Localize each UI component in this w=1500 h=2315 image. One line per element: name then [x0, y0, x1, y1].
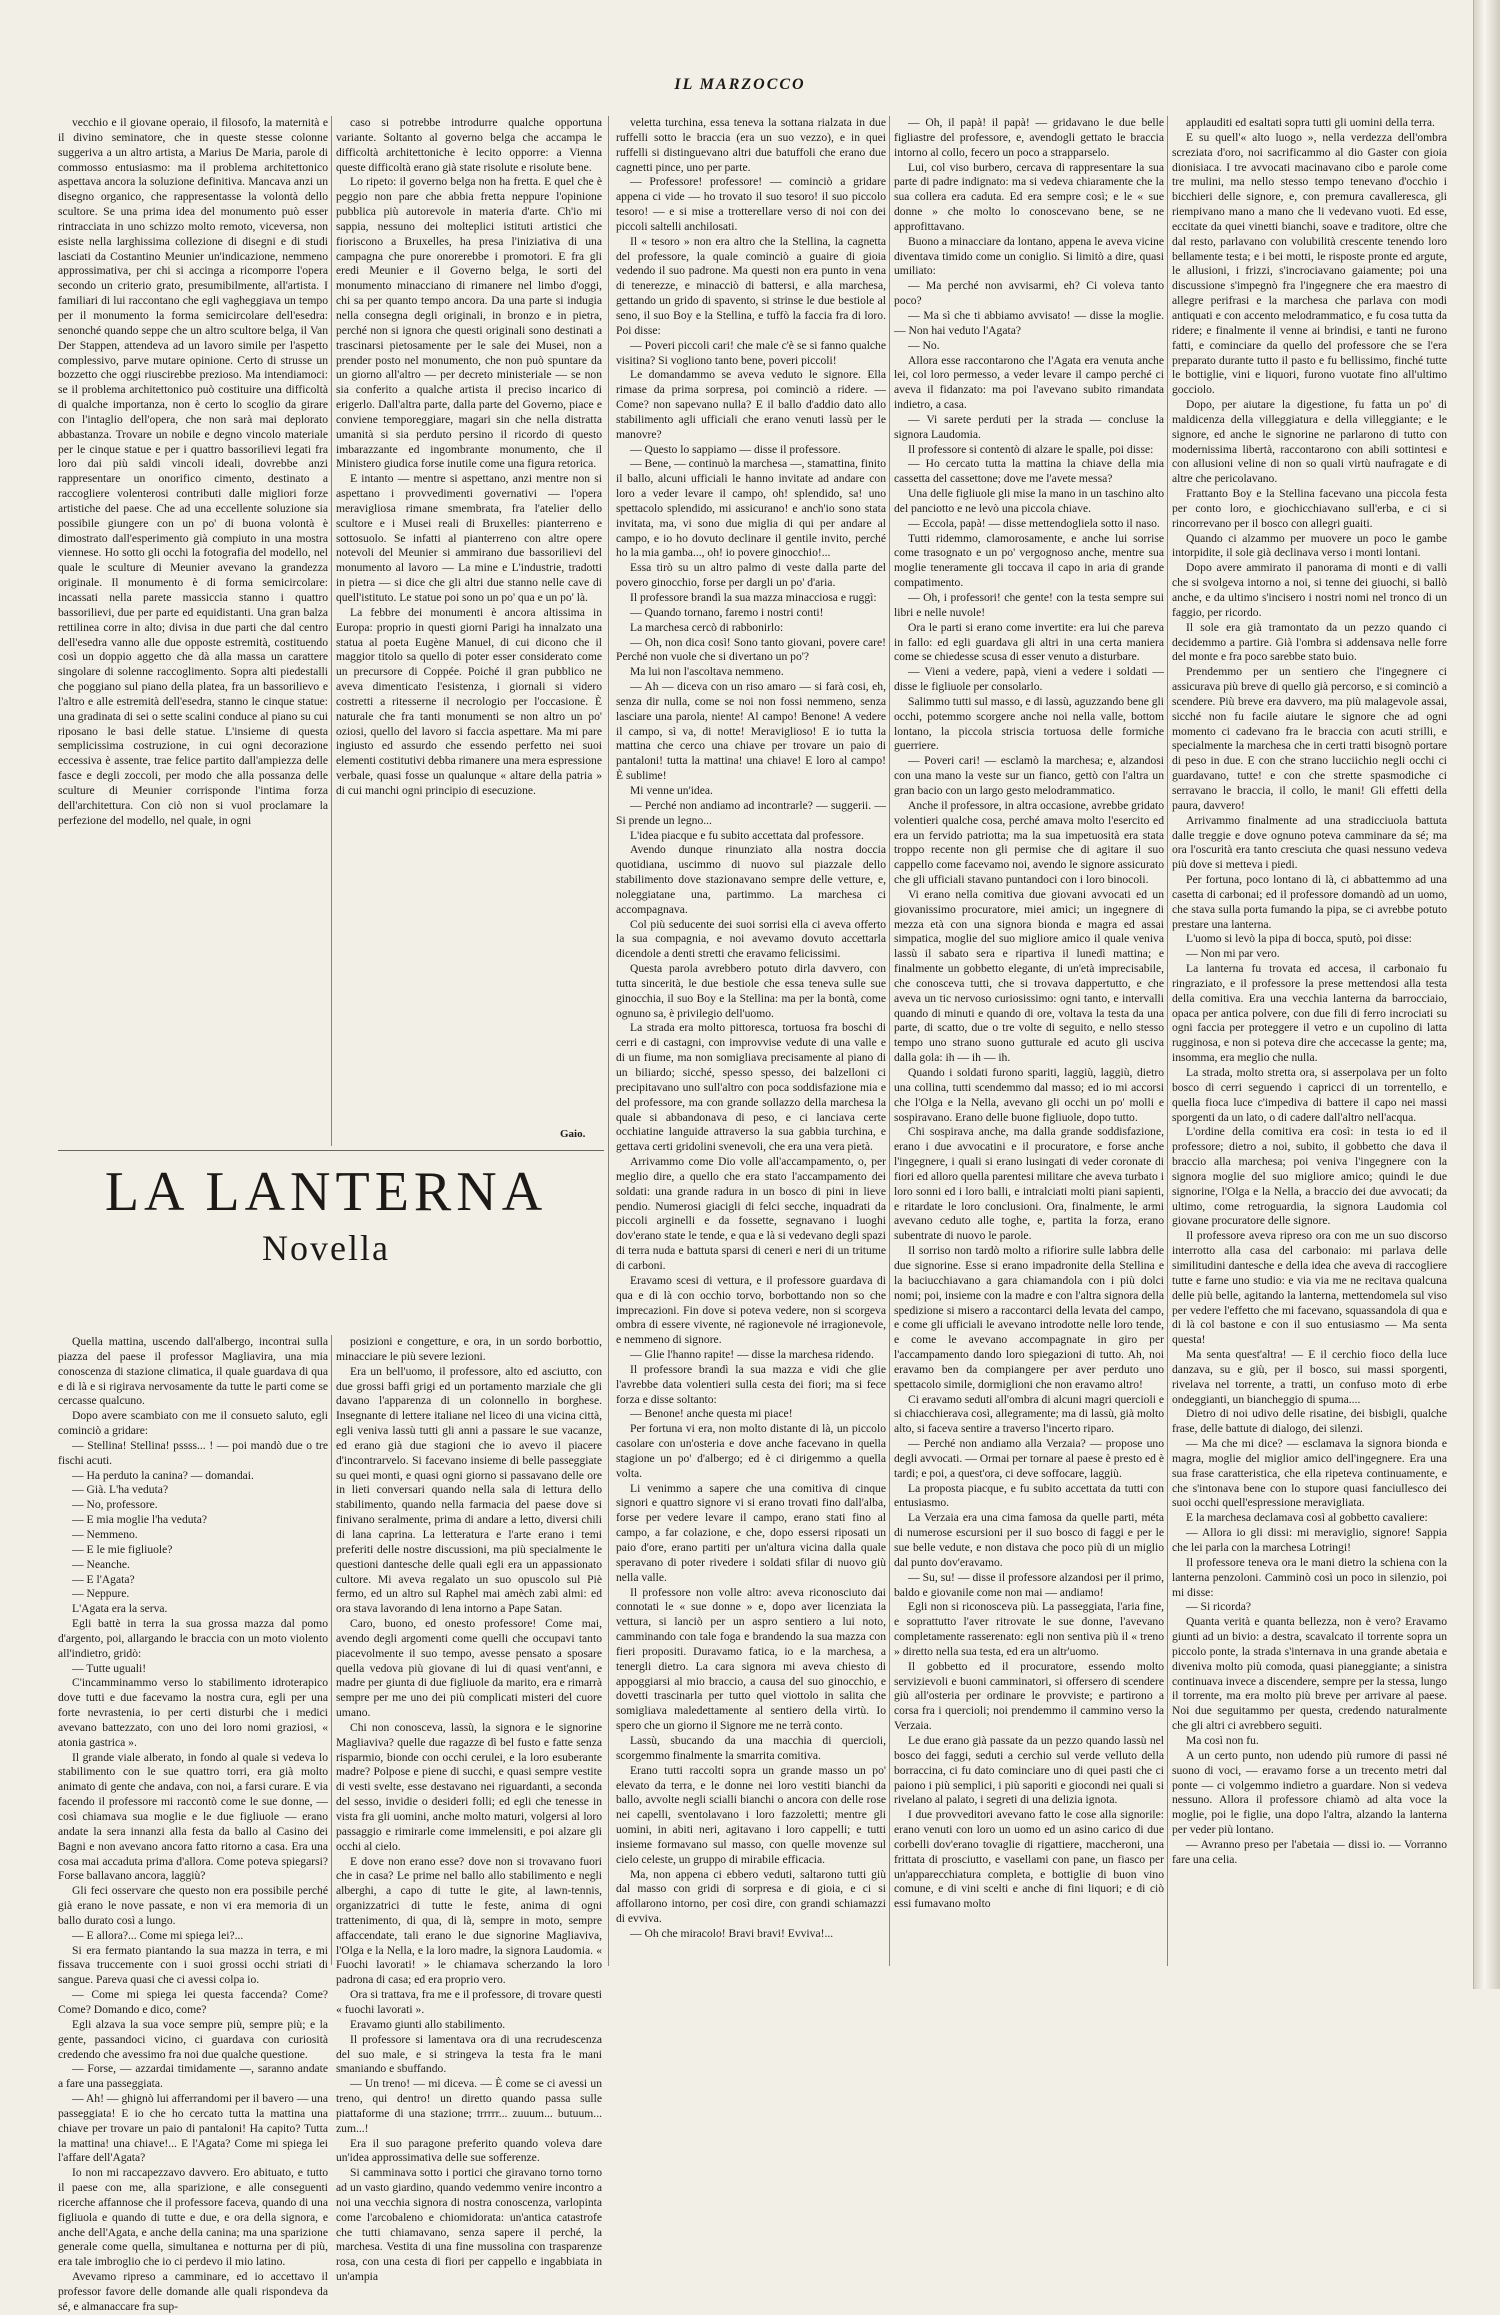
- paragraph: Il professore aveva ripreso ora con me un suo discorso interrotto alla casa del carbonaio: mi parlava delle similitudini dantesche e della idea che aveva di raccogliere tutte e farne uno studio: e via via me ne recitava qualcuna delle più belle, agitando la lanterna, mettendomela sul viso per vedere l'effetto che mi facevano, squassandola di qua e di là col bastone e con il suo entusiasmo — Ma senta questa!: [1172, 1229, 1447, 1347]
- paragraph: Il sole era già tramontato da un pezzo quando ci decidemmo a partire. Già l'ombra si addensava nelle forre del monte e fra poco sarebbe stato buio.: [1172, 620, 1447, 664]
- paragraph: — Oh, i professori! che gente! con la testa sempre sui libri e nelle nuvole!: [894, 591, 1164, 619]
- paragraph: Egli alzava la sua voce sempre più, sempre più; e la gente, passandoci vicino, ci guardava con curiosità credendo che avessimo fra noi due qualche questione.: [58, 2017, 328, 2061]
- article-column-2: [336, 116, 602, 1121]
- novella-column-5: [1172, 116, 1447, 1966]
- paragraph: Era il suo paragone preferito quando voleva dare un'idea approssimativa delle sue sofferenze.: [336, 2136, 602, 2165]
- paragraph: Il professore brandì la sua mazza e vidi che glie l'avrebbe data volentieri sulla cesta dei fiori; ma si fece forza e disse soltanto:: [616, 1362, 886, 1406]
- paragraph: Il sorriso non tardò molto a rifiorire sulle labbra delle due signorine. Esse si erano impadronite della Stellina e la baciucchiavano a gara chiamandola con i più dolci nomi; poi, insieme con la madre e con l'altra signora della spedizione si misero a raccontarci della levata del campo, e come gli ufficiali le avevano introdotte nelle loro tende, e come le avevano accompagnate in giro per l'accampamento dando loro spiegazioni di tutto. Ah, noi eravamo ben da compiangere per aver perduto uno spettacolo simile, dormiglioni che non eravamo altro!: [894, 1244, 1164, 1391]
- paragraph: — Vi sarete perduti per la strada — concluse la signora Laudomia.: [894, 412, 1164, 441]
- paragraph: Il professore non volle altro: aveva riconosciuto dai connotati le « sue donne » e, dopo aver licenziata la vettura, si lanciò per un aspro sentiero a lui noto, camminando con tale foga e brandendo la sua mazza con fieri propositi. Duravamo fatica, io e la marchesa, a tenergli dietro. La cara signora mi aveva chiesto di appoggiarsi al mio braccio, a causa del suo ginocchio, e dovetti trascinarla per tutto quel viottolo in salita che somigliava maledettamente al sentiero della virtù. Io spero che un giorno il Signore me ne terrà conto.: [616, 1585, 886, 1733]
- paragraph: E la marchesa declamava così al gobbetto cavaliere:: [1186, 1511, 1428, 1525]
- paragraph: Mi venne un'idea.: [630, 783, 713, 797]
- paragraph: Il professore brandì la sua mazza minacciosa e ruggì:: [630, 591, 877, 604]
- paragraph: Egli battè in terra la sua grossa mazza dal pomo d'argento, poi, allargando le braccia con un moto violento all'indietro, gridò:: [58, 1617, 328, 1660]
- paragraph: Io non mi raccapezzavo davvero. Ero abituato, e tutto il paese con me, alla sparizione, e alle conseguenti ricerche affannose che il professore faceva, quando di una figliuola e quando di tutte e due, e ora della signora, e anche dell'Agata, e anche della canina; ma una sparizione generale come quella, simultanea e notturna per di più, era tale imbroglio che io ci perdevo il mio latino.: [58, 2166, 328, 2269]
- paragraph: La marchesa cercò di rabbonirlo:: [630, 620, 784, 634]
- paragraph: — Su, su! — disse il professore alzandosi per il primo, baldo e giovanile come non mai — andiamo!: [894, 1570, 1164, 1599]
- paragraph: — Già. L'ha veduta?: [72, 1483, 169, 1497]
- paragraph: Quando i soldati furono spariti, laggiù, laggiù, dietro una collina, tutti scendemmo dal masso; ed io mi accorsi che l'Olga e la Nella, avevano gli occhi un po' molli e sospiravano. Erano delle buone figliuole, dopo tutto.: [894, 1066, 1164, 1124]
- paragraph: Erano tutti raccolti sopra un grande masso un po' elevato da terra, e le donne nei loro vestiti bianchi da ballo, avvolte negli scialli bianchi o ancora con delle rose nei capelli, sventolavano i loro fazzoletti; mentre gli uomini, in abiti neri, agitavano i loro cappelli; e tutti insieme formavano sul masso, con quelle movenze sul cielo celeste, un gruppo di mirabile efficacia.: [616, 1763, 886, 1866]
- paragraph: Il professore teneva ora le mani dietro la schiena con la lanterna penzoloni. Camminò così un poco in silenzio, poi mi disse:: [1172, 1555, 1447, 1599]
- paragraph: Si camminava sotto i portici che giravano torno torno ad un vasto giardino, quando vedemmo venire incontro a noi una vecchia signora di nostra conoscenza, varlopinta come l'arcobaleno e chiomidorata: un'antica catastrofe che tutti chiamavano, senza sapere il perché, la marchesa. Vestita di una fine mussolina con trasparenze rosa, con una cesta di fiori per cappello e ingabbiata in un'ampia: [336, 2166, 602, 2284]
- paragraph: Ma senta quest'altra! — E il cerchio fioco della luce danzava, su e giù, per il bosco, sui massi sporgenti, rivelava nel torrente, a tratti, un confuso moto di erbe ondeggianti, un biancheggio di spuma....: [1172, 1348, 1447, 1406]
- paragraph: — Questo lo sappiamo — disse il professore.: [630, 442, 841, 456]
- paragraph: Egli non si riconosceva più. La passeggiata, l'aria fine, e soprattutto l'aver ritrovate le sue donne, l'avevano completamente rasserenato: egli non sentiva più il « treno » diretto nella sua testa, ed era un altr'uomo.: [894, 1600, 1164, 1658]
- paragraph: — Poveri piccoli cari! che male c'è se si fanno qualche visitina? Si vogliono tanto bene, poveri piccoli!: [616, 338, 886, 367]
- paragraph: Eravamo scesi di vettura, e il professore guardava di qua e di là con occhio torvo, borbottando non so che imprecazioni. Fin dove si poteva vedere, non si scorgeva ombra di essere vivente, né ragionevole né irragionevole, e nemmeno di signore.: [616, 1273, 886, 1347]
- novella-title: LA LANTERNA: [104, 1161, 548, 1223]
- paragraph: Gli feci osservare che questo non era possibile perché già erano le nove passate, e non vi era memoria di un ballo durato così a lungo.: [58, 1884, 328, 1927]
- paragraph: C'incamminammo verso lo stabilimento idroterapico dove tutti e due facevamo la nostra cura, egli per una forte nevrastenia, io per certi disturbi che i medici avevano battezzato, con uno dei loro nomi graziosi, « atonia gastrica ».: [58, 1676, 328, 1749]
- paragraph: Quando ci alzammo per muovere un poco le gambe intorpidite, il sole già declinava verso i monti lontani.: [1172, 531, 1447, 560]
- paragraph: — Tutte uguali!: [72, 1661, 147, 1675]
- paragraph: — Stellina! Stellina! pssss... ! — poi mandò due o tre fischi acuti.: [58, 1438, 328, 1467]
- novella-column-1: [58, 1335, 328, 2313]
- paragraph: Era un bell'uomo, il professore, alto ed asciutto, con due grossi baffi grigi ed un portamento marziale che gli davano l'apparenza di un colonnello in borghese. Insegnante di lettere italiane nel liceo di una vicina città, egli veniva lassù tutti gli anni a passare le sue vacanze, ed erano già due stagioni che io avevo il piacere d'incontrarvelo. Si facevano insieme di belle passeggiate su quei monti, e quasi ogni giorno si passavano delle ore in lieti conversari quando nella sala di lettura dello stabilimento, quando nella farmacia del paese dove si finivano seralmente, prima di andare a letto, diversi chili di lana caprina. La letteratura e l'arte erano i temi preferiti delle nostre discussioni, ma più specialmente le questioni dantesche delle quali egli era un appassionato cultore. Mi aveva regalato un suo opuscolo sul Piè fermo, ed un altro sul Raphel mai amèch zabì almi: ed ora stava lavorando di lena intorno a Pape Satan.: [336, 1364, 602, 1616]
- paragraph: — Ma che mi dice? — esclamava la signora bionda e magra, moglie del miglior amico dell'ingegnere. Era una sua frase caratteristica, che ella ripeteva continuamente, e che s'intonava bene con lo stupore quasi fanciullesco dei suoi occhi quell'espressione meravigliata.: [1172, 1437, 1447, 1510]
- paragraph: E intanto — mentre si aspettano, anzi mentre non si aspettano i provvedimenti governativi — l'opera meravigliosa rimane smembrata, fra l'atelier dello scultore e i Musei reali di Bruxelles: pianterreno e sottosuolo. Se infatti al pianterreno con altre opere notevoli del Meunier si ammirano due bassorilievi del monumento al lavoro — La mine e L'industrie, tradotti in pietra — si dice che gli altri due stanno nelle cave di quell'istituto. Le statue poi sono un po' qua e un po' là.: [336, 472, 602, 604]
- paragraph: — Ha perduto la canina? — domandai.: [72, 1468, 254, 1482]
- paragraph: Lui, col viso burbero, cercava di rappresentare la sua parte di padre indignato: ma si vedeva chiaramente che la sua collera era caduta. Ed era sempre così; e le « sue donne » che molto lo conoscevano bene, se ne approfittavano.: [894, 160, 1164, 233]
- paragraph: — Nemmeno.: [72, 1527, 138, 1541]
- paragraph: Anche il professore, in altra occasione, avrebbe gridato volentieri qualche cosa, perché amava molto l'esercito ed era un fervido patriotta; ma la sua impetuosità era stata troppo recente non gli permise che di agitare il suo cappello come facevamo noi, avendo le signore assicurato che gli ufficiali stavano puntandoci con i loro binocoli.: [894, 798, 1164, 887]
- paragraph: — Vieni a vedere, papà, vieni a vedere i soldati — disse le figliuole per consolarlo.: [894, 665, 1164, 694]
- paragraph: vecchio e il giovane operaio, il filosofo, la maternità e il divino seminatore, che in queste stesse colonne suggeriva a un altro artista, a Marius De Maria, parole di commosso entusiasmo: ma il problema architettonico aspettava ancora la soluzione definitiva. Mancava anzi un disegno organico, che rappresentasse la volontà dello scultore. Se una prima idea del monumento può esser rintracciata in uno schizzo molto remoto, viceversa, non esiste nella larghissima collezione di disegni e di studi lasciati da Costantino Meunier un'indicazione, nemmeno approssimativa, per chi si accinga a ricomporre l'opera secondo un criterio grato, presumibilmente, all'artista. I familiari di lui raccontano che egli vagheggiava un tempo per il monumento la forma semicircolare dell'esedra: senonché quando seppe che un altro scultore belga, il Van Der Stappen, attendeva ad un lavoro simile per l'aspetto complessivo, parve mutare opinione. Certo di strusse un bozzetto che oggi riuscirebbe prezioso. Ma intendiamoci: se il problema architettonico può costituire una difficoltà di qualche importanza, non è certo lo scoglio da girare con l'intaglio dell'opera, che non sarà mai deplorato abbastanza. Trovare un nobile e degno vincolo materiale per le cinque statue e per i quattro bassorilievi legati fra loro dai più saldi vincoli ideali, dovrebbe anzi rappresentare un onorifico cimento, destinato a raccogliere volenterosi contributi dalle migliori forze artistiche del paese. Che ad una eccellente soluzione sia possibile giungere con un po' di buona volontà è dimostrato dall'esperimento già compiuto in una mostra viennese. Ho sotto gli occhi la fotografia del modello, nel quale le sculture di Meunier avevano la grandezza originale. Il monumento è di forma semicircolare: incassati nella parete massiccia stanno i quattro bassorilievi, due per parte ed equidistanti. Una gran balza rettilinea corre in alto; divisa in due parti che dal centro dell'esedra vanno alle due opposte estremità, costituendo così un doppio aggetto che dà alla massa un carattere singolare di solenne raccoglimento. Sopra alti piedestalli che poggiano sul piano della platea, fra un bassorilievo e l'altro e alle estremità dell'esedra, stanno le cinque statue: una gradinata di sei o sette scalini conduce al piano su cui riposano le basi delle statue. L'insieme di questa semplicissima costruzione, in cui ogni decorazione eccessiva è assente, trae felice partito dall'ampiezza delle fasce e degli zoccoli, per modo che alla possanza delle sculture di Meunier corrisponde l'intima forza dell'architettura. Con ciò non si vuol proclamare la perfezione del modello, nel quale, in ogni: [58, 116, 328, 827]
- paragraph: — Non mi par vero.: [1186, 947, 1280, 961]
- column-divider: [889, 116, 890, 1966]
- paragraph: — E mia moglie l'ha veduta?: [72, 1513, 208, 1527]
- paragraph: Ci eravamo seduti all'ombra di alcuni magri quercioli e si chiacchierava così, allegramente; ma di lassù, già molto alto, si faceva sentire a traverso l'incerto riparo.: [894, 1392, 1164, 1436]
- paragraph: — Neppure.: [72, 1587, 130, 1601]
- paragraph: — Ma perché non avvisarmi, eh? Ci voleva tanto poco?: [894, 279, 1164, 308]
- paragraph: Arrivammo finalmente ad una stradicciuola battuta dalle treggie e dove ognuno poteva camminare da sé; ma ora l'oscurità era tanto cresciuta che quasi nessuno vedeva più dove si metteva i piedi.: [1172, 813, 1447, 872]
- paragraph: — Un treno! — mi diceva. — È come se ci avessi un treno, qui dentro! un diretto quando passa sulle piattaforme di una stazione; trrrrr... zuuum... butuum... zum...!: [336, 2077, 602, 2135]
- column-divider: [608, 116, 609, 1966]
- paragraph: — E l'Agata?: [72, 1572, 135, 1586]
- paragraph: L'ordine della comitiva era così: in testa io ed il professore; dietro a noi, subito, il gobbetto che dava il braccio alla marchesa; poi veniva l'ingegnere con la signora moglie del suo migliore amico; quindi le due signorine, l'Olga e la Nella, a braccio dei due avvocati; da ultimo, come retroguardia, la signora Laudomia col giovane procuratore delle signore.: [1172, 1125, 1447, 1228]
- novella-column-4: [894, 116, 1164, 1966]
- paragraph: E dove non erano esse? dove non si trovavano fuori che in casa? Le prime nel ballo allo stabilimento e negli alberghi, a capo di tutte le gite, al lawn-tennis, organizzatrici di tutte le feste, anima di ogni trattenimento, di qua, di là, sempre in moto, sempre affaccendate, tali erano le due signorine Magliaviva, l'Olga e la Nella, e la loro madre, la signora Laudomia. « Fuochi lavorati! » le chiamava scherzando la loro padrona di casa; ed era proprio vero.: [336, 1854, 602, 1987]
- paragraph: — Professore! professore! — cominciò a gridare appena ci vide — ho trovato il suo tesoro! il suo piccolo tesoro! — e si mise a trotterellare verso di noi con dei piccoli saltelli anchilosati.: [616, 175, 886, 233]
- paragraph: Col più seducente dei suoi sorrisi ella ci aveva offerto la sua compagnia, e noi avevamo dovuto accettarla dicendole a denti stretti che eravamo felicissimi.: [616, 917, 886, 961]
- paragraph: Per fortuna vi era, non molto distante di là, un piccolo casolare con un'osteria e dove anche facevano in quella stagione un po' d'albergo; ed è ci dirigemmo a quella volta.: [616, 1422, 886, 1480]
- paragraph: La proposta piacque, e fu subito accettata da tutti con entusiasmo.: [894, 1481, 1164, 1510]
- paragraph: Il professore si contentò di alzare le spalle, poi disse:: [908, 442, 1154, 456]
- paragraph: Li venimmo a sapere che una comitiva di cinque signori e quattro signore vi si erano trovati fino dall'alba, forse per vedere levare il campo, erano stati fino al campo, a far colazione, e che, dopo essersi riposati un paio d'ore, erano partiti per un'altura vicina dalla quale speravano di poter rivedere i soldati sfilar di nuovo giù nella valle.: [616, 1481, 886, 1584]
- paragraph: — Bene, — continuò la marchesa —, stamattina, finito il ballo, alcuni ufficiali le hanno invitate ad andare con loro a veder levare il campo, oh! splendido, sa! uno spettacolo splendido, mi assicurano! e anch'io sono stata invitata, ma, vi sono due miglia di qui per andare al campo, e io ho dovuto declinare il gentile invito, perché ho la mia gamba..., oh! io povere ginocchio!...: [616, 457, 886, 560]
- paragraph: caso si potrebbe introdurre qualche opportuna variante. Soltanto al governo belga che accampa le difficoltà architettoniche è lecito opporre: a Vienna queste difficoltà erano già state risolute e risolute bene.: [336, 116, 602, 174]
- masthead: IL MARZOCCO: [674, 76, 806, 93]
- paragraph: Quella mattina, uscendo dall'albergo, incontrai sulla piazza del paese il professor Magliavira, una mia conoscenza di stazione climatica, il quale guardava di qua e di là e si rigirava nervosamente da tutte le parti come se cercasse qualcuno.: [58, 1335, 328, 1408]
- paragraph: Il « tesoro » non era altro che la Stellina, la cagnetta del professore, la quale cominciò a guaire di gioia vedendo il suo padrone. Ma questi non era punto in vena di tenerezze, e minacciò di battersi, e alla marchesa, gettando un grido di spavento, si strinse le due bestiole al seno, il suo Boy e la Stellina, e tuffò la faccia fra di loro. Poi disse:: [616, 234, 886, 337]
- paragraph: Vi erano nella comitiva due giovani avvocati ed un giovanissimo procuratore, miei amici; un ingegnere di mezza età con una signora bionda e magra ed assai simpatica, moglie del suo migliore amico il quale veniva lassù il sabato sera e ripartiva il lunedì mattina; e finalmente un gobbetto elegante, di un'età imprecisabile, che conosceva tutti, che si trovava dappertutto, e che aveva un tic nervoso curiosissimo: ogni tanto, e intervalli quando di minuti e quando di ore, voltava la testa da una parte, di scatto, due o tre volte di seguito, e nello stesso tempo uno strano suono gutturale ed acuto gli usciva dalla gola: ih — ih — ih.: [894, 887, 1164, 1065]
- paragraph: — E allora?... Come mi spiega lei?...: [72, 1928, 244, 1942]
- paragraph: Le domandammo se aveva veduto le signore. Ella rimase da prima sorpresa, poi cominciò a ridere. — Come? non sapevano nulla? E il ballo d'addio dato allo stabilimento agli ufficiali che erano venuti lassù per le manovre?: [616, 368, 886, 441]
- paragraph: — E le mie figliuole?: [72, 1542, 173, 1556]
- novella-subtitle: Novella: [262, 1228, 390, 1268]
- paragraph: Ma così non fu.: [1186, 1733, 1259, 1747]
- paragraph: — Poveri cari! — esclamò la marchesa; e, alzandosi con una mano la veste sur un fianco, gettò con l'altra un gran bacio con un largo gesto melodrammatico.: [894, 754, 1164, 797]
- paragraph: — Ah — diceva con un riso amaro — si farà cosi, eh, senza dir nulla, come se noi non fossi nemmeno, senza lasciare una parola, niente! Al campo! Benone! A vedere il campo, sì va, di notte! Meraviglioso! E io tutta la mattina che cerco una chiave per trovare un paio di pantaloni! tutta la mattina! una chiave! E loro al campo! È sublime!: [616, 680, 886, 783]
- paragraph: — Forse, — azzardai timidamente —, saranno andate a fare una passeggiata.: [58, 2062, 328, 2091]
- paragraph: — Ma sì che ti abbiamo avvisato! — disse la moglie. — Non hai veduto l'Agata?: [894, 308, 1164, 337]
- paragraph: L'Agata era la serva.: [72, 1602, 168, 1616]
- paragraph: — Ah! — ghignò lui afferrandomi per il bavero — una passeggiata! E io che ho cercato tutta la mattina una chiave per trovare un paio di pantaloni! Ha capito? Tutta la mattina! una chiave!... E l'Agata? Come mi spiega lei l'affare dell'Agata?: [58, 2092, 328, 2165]
- column-divider: [331, 116, 332, 1146]
- paragraph: Allora esse raccontarono che l'Agata era venuta anche lei, col loro permesso, a veder levare il campo perché ci aveva il fidanzato: ma poi l'avevano subito rimandata indietro, a casa.: [894, 353, 1164, 412]
- paragraph: — Ho cercato tutta la mattina la chiave della mia cassetta del cassettone; dove me l'avete messa?: [894, 457, 1164, 486]
- paragraph: Ma lui non l'ascoltava nemmeno.: [630, 665, 784, 679]
- paragraph: Lo ripeto: il governo belga non ha fretta. E quel che è peggio non pare che abbia fretta neppure l'opinione pubblica più autorevole in materia d'arte. Ch'io mi sappia, nessuno dei molteplici istituti artistici che fioriscono a Bruxelles, ha presa l'iniziativa di una campagna che pure onorerebbe i promotori. E fra gli eredi Meunier e il Governo belga, le sorti del monumento minacciano di rimanere nel limbo d'oggi, chi sa per quanto tempo ancora. Da una parte si indugia nella consegna degli originali, in bronzo e in pietra, perché non si ignora che questi originali sono destinati a trascinarsi pietosamente per le sale dei Musei, non a prender posto nel monumento, che non può spuntare da un giorno all'altro — per decreto ministeriale — se non sia conferito a qualche artista il preciso incarico di erigerlo. Dall'altra parte, dalla parte del Governo, piace e conviene temporeggiare, magari sin che nella distratta umanità si sia perduto persino il ricordo di questo imbarazzante ed ingombrante monumento, che il Ministero giudica forse inutile come una figura retorica.: [336, 175, 602, 471]
- paragraph: veletta turchina, essa teneva la sottana rialzata in due ruffelli sotto le braccia (era un suo vezzo), e in quei ruffelli si distinguevano altri due batuffoli che erano due cagnetti pince, uno per parte.: [616, 116, 886, 174]
- paragraph: — No.: [908, 338, 940, 352]
- paragraph: Avevamo ripreso a camminare, ed io accettavo il professor favore delle domande alle quali rispondeva da sé, e almanaccare fra sup-: [58, 2270, 328, 2313]
- paragraph: I due provveditori avevano fatto le cose alla signorile: erano venuti con loro un uomo ed un asino carico di due corbelli dov'erano tovaglie di rigattiere, maccheroni, una frittata di prosciutto, e vasellami con pane, un fiasco per un'apparecchiatura completa, e bottiglie di buon vino comune, e di vini scelti e anche di fini liquori; e di ciò essi fumavano molto: [894, 1808, 1164, 1911]
- paragraph: — Perché non andiamo ad incontrarle? — suggerii. — Si prende un legno...: [616, 798, 886, 827]
- paragraph: — Neanche.: [72, 1557, 130, 1571]
- section-rule: [58, 1150, 604, 1151]
- paragraph: Ora si trattava, fra me e il professore, di trovare questi « fuochi lavorati ».: [336, 1988, 602, 2016]
- paragraph: La strada, molto stretta ora, si asserpolava per un folto bosco di cerri seguendo i capricci di un torrentello, e quella fioca luce c'impediva di battere il capo nei massi sporgenti da un lato, o di cadere dall'altro nell'acqua.: [1172, 1066, 1447, 1124]
- paragraph: Frattanto Boy e la Stellina facevano una piccola festa per conto loro, e giochicchiavano sull'erba, e ci si rincorrevano per il bosco con allegri guaiti.: [1172, 487, 1447, 530]
- paragraph: Il grande viale alberato, in fondo al quale si vedeva lo stabilimento con le sue quattro torri, era già molto animato di gente che andava, con noi, a farsi curare. E via facendo il professore mi raccontò come le sue donne, — così chiamava sua moglie e le due figliuole — erano andate la sera innanzi alla festa da ballo al Casino dei Bagni e non avevano ancora fatto ritorno a casa. Era una cosa mai accaduta prima d'allora. Come poteva spiegarsi? Forse ballavano ancora, laggiù?: [58, 1750, 328, 1883]
- paragraph: Prendemmo per un sentiero che l'ingegnere ci assicurava più breve di quello già percorso, e si cominciò a scendere. Più breve era davvero, ma più malagevole assai, sicché non fu facile aiutare le signore che ad ogni momento ci cadevano fra le braccia con acuti strilli, e specialmente la marchesa che in certi tratti bisognò portare di peso in due. E con che strano lucciichio negli occhi ci guardavano, tutte! e con che strette spasmodiche ci serravano le braccia, il collo, le mani! Gli effetti della paura, davvero!: [1172, 665, 1447, 812]
- paragraph: posizioni e congetture, e ora, in un sordo borbottio, minacciare le più severe lezioni.: [336, 1335, 602, 1363]
- paragraph: Caro, buono, ed onesto professore! Come mai, avendo degli argomenti come quelli che occupavi tanto piacevolmente il suo tempo, avesse pensato a sposare quella vedova più giovane di lui di quasi vent'anni, e madre per giunta di due figliuole da marito, era e rimarrà sempre per me uno dei più complicati misteri del cuore umano.: [336, 1617, 602, 1720]
- paragraph: L'uomo si levò la pipa di bocca, sputò, poi disse:: [1186, 932, 1412, 946]
- article-signature: Gaio.: [560, 1128, 586, 1140]
- article-column-1: [58, 116, 328, 1306]
- paragraph: — Avranno preso per l'abetaia — dissi io. — Vorranno fare una celia.: [1172, 1837, 1447, 1866]
- paragraph: Dopo avere ammirato il panorama di monti e di valli che si svolgeva intorno a noi, si tenne dei giuochi, si ballò anche, e da ultimo s'incisero i nostri nomi nel tronco di un faggio, per ricordo.: [1172, 561, 1447, 619]
- paragraph: Dopo, per aiutare la digestione, fu fatta un po' di maldicenza della villeggiatura e della villeggiante; e le signore, ed anche le signorine ne parlarono di tutto con modernissima libertà, raccontarono con abili sottintesi e con allusioni veline di non so quali virtù naufragate e di altre che pericolavano.: [1172, 398, 1447, 486]
- paragraph: Il professore si lamentava ora di una recrudescenza del suo male, e si stringeva la testa fra le mani smaniando e sbuffando.: [336, 2032, 602, 2076]
- paragraph: Ora le parti si erano come invertite: era lui che pareva in fallo: ed egli guardava gli altri in una certa maniera come se chiedesse scusa di esser venuto a disturbare.: [894, 620, 1164, 664]
- paragraph: Tutti ridemmo, clamorosamente, e anche lui sorrise come trasognato e un po' vergognoso anche, mentre sua moglie teneramente gli toccava il capo in aria di grande compatimento.: [894, 531, 1164, 590]
- paragraph: A un certo punto, non udendo più rumore di passi né suono di voci, — eravamo forse a un trecento metri dal ponte — ci volgemmo indietro a guardare. Non si vedeva nessuno. Allora il professore chiamò ad alta voce la moglie, poi le figlie, una dopo l'altra, alzando la lanterna per veder più lontano.: [1172, 1748, 1447, 1837]
- paragraph: Lassù, sbucando da una macchia di quercioli, scorgemmo finalmente la smarrita comitiva.: [616, 1733, 886, 1762]
- paragraph: — Oh, non dica così! Sono tanto giovani, povere care! Perché non vuole che si divertano un po'?: [616, 635, 886, 664]
- paragraph: Una delle figliuole gli mise la mano in un taschino alto del panciotto e ne levò una piccola chiave.: [894, 487, 1164, 515]
- paragraph: La strada era molto pittoresca, tortuosa fra boschi di cerri e di castagni, con improvvise vedute di una valle e di un fiume, ma non somigliava precisamente al piano di un biliardo; sicché, spesso spesso, dei balzelloni ci precipitavano uno sull'altro con poca soddisfazione mia e del professore, ma con grande sollazzo della marchesa la quale si abbandonava di peso, e ci lanciava certe occhiatine languide attraverso la sua gabbia turchina, e gettava certi gridolini svenevoli, che era una vera pietà.: [616, 1021, 886, 1154]
- paragraph: — Perché non andiamo alla Verzaia? — propose uno degli avvocati. — Ormai per tornare al paese è presto ed è tardi; e poi, a quest'ora, ci deve soffocare, laggiù.: [894, 1437, 1164, 1480]
- paragraph: — Oh, il papà! il papà! — gridavano le due belle figliastre del professore, e, avendogli gettato le braccia intorno al collo, fecero un poco a strapparselo.: [894, 116, 1164, 159]
- paragraph: La febbre dei monumenti è ancora altissima in Europa: proprio in questi giorni Parigi ha innalzato una statua al poeta Eugène Manuel, di cui dicono che il maggior titolo sa quello di poter esser considerato come un precursore di Coppée. Poiché il gran pubblico ne aveva dimenticato l'esistenza, i giornali si videro costretti a ritesserne il necrologio per l'occasione. È naturale che fra tanti monumenti se non altro un po' oziosi, quello del lavoro si faccia aspettare. Ma mi pare ingiusto ed assurdo che essendo perfetto nei suoi elementi costitutivi debba rimanere una mera espressione verbale, quasi fosse un qualunque « altare della patria » di cui manchi ogni principio di esecuzione.: [336, 605, 602, 797]
- novella-column-2: [336, 1335, 602, 2284]
- column-divider: [331, 1335, 332, 1965]
- paragraph: E su quell'« alto luogo », nella verdezza dell'ombra screziata d'oro, noi sacrificammo al dio Gaster con gioia dionisiaca. I tre avvocati macinavano cibo e parole come tre mulini, ma nello stesso tempo tenevano d'occhio i bicchieri delle signore, e, con premura cavalleresca, gli riempivano mano a mano che li vedevano vuoti. Ed esse, eccitate da quei vinetti bianchi, soave e traditore, oltre che dal resto, parlavano con volubilità crescente tenendo loro bellamente testa; e i bei motti, le risposte pronte ed argute, le allusioni, i frizzi, s'incrociavano gaiamente; poi una discussione s'impegnò fra l'ingegnere che era maestro di allegre perifrasi e la marchesa che parlava con modi antiquati e con accento melodrammatico, e fu cosa tutta da ridere; e finalmente il venne ai brindisi, e tanti ne furono fatti, e cominciare da quello del professore che se l'era preparato durante tutto il pasto e fu bellissimo, finché tutte le bottiglie, vini e liquori, furono vuotate fino all'ultimo gocciolo.: [1172, 130, 1447, 397]
- paragraph: Buono a minacciare da lontano, appena le aveva vicine diventava timido come un coniglio. Si limitò a dire, quasi umiliato:: [894, 234, 1164, 278]
- paragraph: Si era fermato piantando la sua mazza in terra, e mi fissava truccemente con i suoi grossi occhi striati di sangue. Pareva quasi che ci avessi colpa io.: [58, 1943, 328, 1987]
- novella-column-3: [616, 116, 886, 1966]
- paragraph: — Si ricorda?: [1186, 1600, 1252, 1614]
- paragraph: Chi non conosceva, lassù, la signora e le signorine Magliaviva? quelle due ragazze dì bel fusto e fatte senza risparmio, bionde con occhi cerulei, e la loro esuberante madre? Polpose e piene di succhi, e quasi sempre vestite di vesti svelte, esse destavano nei riguardanti, a seconda del sesso, invidie o desideri folli; ed egli che tenesse in vista fra gli uomini, anche molto maturi, volgersi al loro passaggio e rimirarle come immelensiti, e poi alzare gli occhi al cielo.: [336, 1720, 602, 1853]
- paragraph: La Verzaia era una cima famosa da quelle parti, méta di numerose escursioni per il suo bosco di faggi e per le sue belle vedute, e non distava che poco più di un miglio dal punto dov'eravamo.: [894, 1511, 1164, 1569]
- paragraph: — No, professore.: [72, 1498, 158, 1512]
- paragraph: — Quando tornano, faremo i nostri conti!: [630, 605, 824, 619]
- paragraph: applauditi ed esaltati sopra tutti gli uomini della terra.: [1186, 116, 1435, 129]
- paragraph: — Glie l'hanno rapite! — disse la marchesa ridendo.: [630, 1348, 874, 1362]
- paragraph: Chi sospirava anche, ma dalla grande soddisfazione, erano i due avvocatini e il procuratore, e forse anche l'ingegnere, i quali si erano lusingati di veder coronate di fiori ed alloro quella parentesi militare che aveva turbato i loro sonni ed i loro balli, e intralciati molti piani sapienti, e ritardate le loro conclusioni. Ora, finalmente, le armi avevano ceduto alle toghe, e, partita la forza, erano subentrate di nuovo le parole.: [894, 1125, 1164, 1243]
- paragraph: Essa tirò su un altro palmo di veste dalla parte del povero ginocchio, forse per dargli un po' d'aria.: [616, 561, 886, 590]
- paragraph: — Oh che miracolo! Bravi bravi! Evviva!...: [630, 1926, 834, 1940]
- paragraph: Avendo dunque rinunziato alla nostra doccia quotidiana, uscimmo di nuovo sul piazzale dello stabilimento dove stazionavano sempre delle vetture, e, noleggiatane una, partimmo. La marchesa ci accompagnava.: [616, 843, 886, 916]
- page-edge: [1473, 0, 1500, 1989]
- paragraph: Ma, non appena ci ebbero veduti, saltarono tutti giù dal masso con gridi di sorpresa e di gioia, e ci si affollarono intorno, per così dire, con grandi schiamazzi di evviva.: [616, 1867, 886, 1926]
- paragraph: Quanta verità e quanta bellezza, non è vero? Eravamo giunti ad un bivio: a destra, scavalcato il torrente sopra un piccolo ponte, la strada s'internava in una grande abetaia e diveniva molto più comoda, quasi pianeggiante; a sinistra continuava invece a discendere, sempre per la stessa, lungo il torrente, ma era molto più breve per arrivare al paese. Noi due seguitammo per questa, credendo naturalmente che gli altri ci avrebbero seguiti.: [1172, 1615, 1447, 1733]
- paragraph: L'idea piacque e fu subito accettata dal professore.: [630, 828, 864, 842]
- column-divider: [1167, 116, 1168, 1966]
- paragraph: Eravamo giunti allo stabilimento.: [350, 2017, 506, 2031]
- paragraph: Per fortuna, poco lontano di là, ci abbattemmo ad una casetta di carbonai; ed il professore domandò ad un uomo, che stava sulla porta fumando la pipa, se ci avrebbe potuto prestare una lanterna.: [1172, 873, 1447, 931]
- paragraph: — Eccola, papà! — disse mettendogliela sotto il naso.: [908, 516, 1160, 530]
- paragraph: Salimmo tutti sul masso, e di lassù, aguzzando bene gli occhi, potemmo scorgere anche noi nella valle, bottom lontano, la piccola striscia tortuosa delle formiche guerriere.: [894, 694, 1164, 753]
- paragraph: — Benone! anche questa mi piace!: [630, 1407, 793, 1421]
- paragraph: — Allora io gli dissi: mi meraviglio, signore! Sappia che lei parla con la marchesa Lotringi!: [1172, 1526, 1447, 1554]
- paragraph: — Come mi spiega lei questa faccenda? Come? Come? Domando e dico, come?: [58, 1988, 328, 2016]
- paragraph: La lanterna fu trovata ed accesa, il carbonaio fu ringraziato, e il professore la prese mettendosi alla testa della comitiva. Era una vecchia lanterna da barrocciaio, opaca per antica polvere, con due fili di ferro incrociati su ogni faccia per proteggere il vetro e un cupolino di latta rugginosa, e non si poteva dire che accecasse la gente; ma, insomma, era meglio che nulla.: [1172, 962, 1447, 1065]
- paragraph: Arrivammo come Dio volle all'accampamento, o, per meglio dire, a quello che era stato l'accampamento dei soldati: una grande radura in un bosco di pini in lieve pendio. Numerosi giacigli di felci secche, inquadrati da piccoli arginelli e da fossette, segnavano i luoghi dov'erano state le tende, e qua e là si vedevano degli spazi di terra nuda e battuta sparsi di ceneri e neri di un tritume di carboni.: [616, 1155, 886, 1272]
- paragraph: Dietro di noi udivo delle risatine, dei bisbigli, qualche frase, delle battute di dialogo, dei silenzi.: [1172, 1407, 1447, 1436]
- paragraph: Il gobbetto ed il procuratore, essendo molto servizievoli e buoni camminatori, si offersero di scendere giù all'osteria per ordinare le provviste; e partirono a corsa fra i quercioli; noi prendemmo il cammino verso la Verzaia.: [894, 1659, 1164, 1733]
- paragraph: Questa parola avrebbero potuto dirla davvero, con tutta sincerità, le due bestiole che essa teneva sulle sue ginocchia, il suo Boy e la Stellina: ma per la bontà, come ognuno sa, è privilegio dell'uomo.: [616, 962, 886, 1020]
- paragraph: Dopo avere scambiato con me il consueto saluto, egli cominciò a gridare:: [58, 1409, 328, 1438]
- paragraph: Le due erano già passate da un pezzo quando lassù nel bosco dei faggi, seduti a cerchio sul verde velluto della borraccina, ci fu dato cominciare uno di quei pasti che ci paiono i più semplici, i più saporiti e giocondi nei quali si rivelano al palato, i segreti di una delizia ignota.: [894, 1733, 1164, 1807]
